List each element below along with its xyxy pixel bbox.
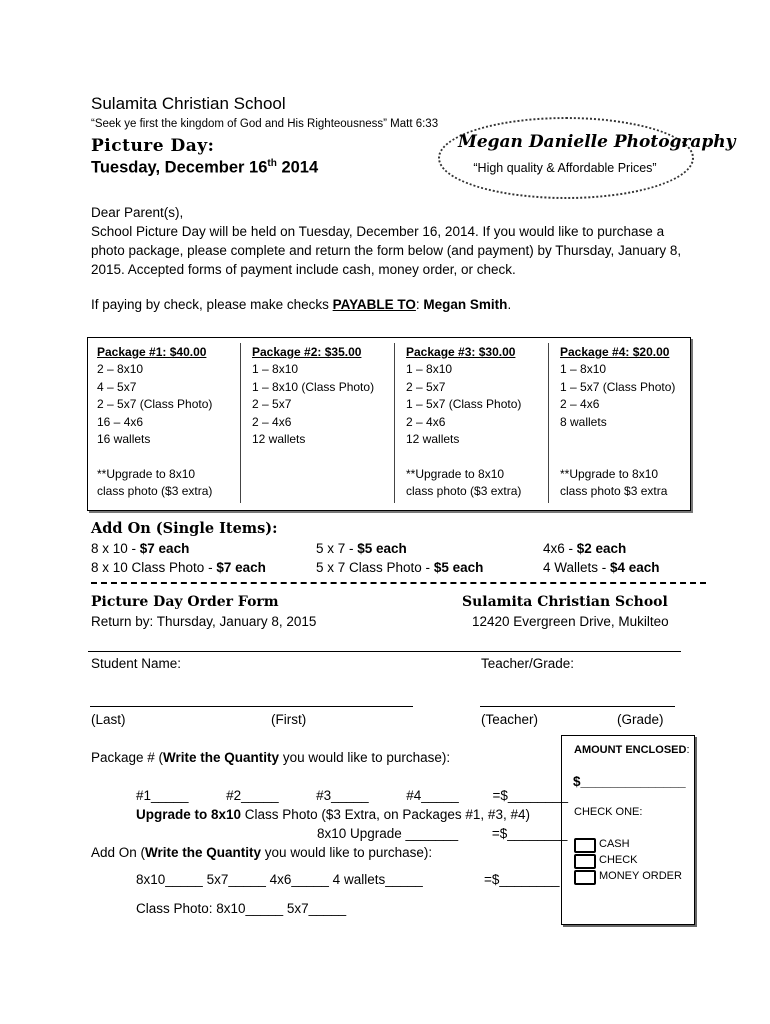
- package-title: Package #3: $30.00: [406, 345, 516, 359]
- pkg-pre: Package # (: [91, 750, 164, 765]
- amount-enclosed-title: [574, 744, 690, 756]
- package-item: 2 – 4x6: [560, 397, 600, 412]
- pkg-post: you would like to purchase):: [279, 750, 451, 765]
- addon-total-field[interactable]: =$________: [484, 872, 560, 887]
- addon-price: $2 each: [576, 541, 627, 556]
- package-divider: [240, 343, 241, 503]
- addon-label: 4x6 -: [543, 541, 577, 556]
- date-text: Tuesday, December 16: [91, 158, 268, 177]
- return-by: Return by: Thursday, January 8, 2015: [91, 614, 317, 629]
- addon-label: 5 x 7 -: [316, 541, 358, 556]
- package-divider: [394, 343, 395, 503]
- package-title: Package #4: $20.00: [560, 345, 670, 359]
- addon-label: 8 x 10 Class Photo -: [91, 560, 217, 575]
- package-upgrade: **Upgrade to 8x10: [97, 466, 196, 481]
- school-name: Sulamita Christian School: [91, 94, 286, 113]
- last-label: (Last): [91, 712, 126, 727]
- addon-heading: Add On (Single Items):: [91, 520, 278, 537]
- package-3: [406, 344, 553, 502]
- addon-item: [316, 560, 483, 575]
- addon-quantity-row[interactable]: 8x10_____ 5x7_____ 4x6_____ 4 wallets_____: [136, 872, 423, 887]
- amount-title-text: AMOUNT ENCLOSED: [574, 744, 687, 756]
- picture-day-heading: Picture Day:: [91, 136, 215, 156]
- package-item: 1 – 8x10: [406, 362, 453, 377]
- teacher-grade-label: Teacher/Grade:: [481, 656, 575, 671]
- cash-checkbox[interactable]: [574, 838, 596, 853]
- check-colon: :: [415, 297, 424, 312]
- package-divider: [548, 343, 549, 503]
- addon-label: 5 x 7 Class Photo -: [316, 560, 434, 575]
- picture-day-date: [91, 158, 318, 178]
- date-ordinal: th: [267, 158, 277, 169]
- package-upgrade: **Upgrade to 8x10: [560, 466, 659, 481]
- upgrade-bold: Upgrade to 8x10: [136, 807, 242, 822]
- package-upgrade: class photo ($3 extra): [97, 484, 213, 499]
- package-title: Package #2: $35.00: [252, 345, 362, 359]
- package-2: [252, 344, 399, 502]
- package-4: [560, 344, 707, 502]
- addon-item: [543, 560, 660, 575]
- addon-item: [543, 541, 626, 556]
- package-quantity-row[interactable]: #1_____ #2_____ #3_____ #4_____ =$________: [136, 788, 568, 803]
- student-name-field[interactable]: [90, 706, 413, 707]
- cut-line: [91, 582, 706, 584]
- payable-to-label: PAYABLE TO: [332, 297, 416, 312]
- money-order-checkbox[interactable]: [574, 870, 596, 885]
- addon-item: [91, 541, 189, 556]
- addon-price: $5 each: [433, 560, 484, 575]
- package-item: 1 – 8x10 (Class Photo): [252, 379, 375, 394]
- package-item: 12 wallets: [252, 432, 306, 447]
- addon-price: $7 each: [216, 560, 266, 575]
- addon-pre: Add On (: [91, 845, 146, 860]
- package-item: 12 wallets: [406, 432, 460, 447]
- teacher-label: (Teacher): [481, 712, 539, 727]
- package-1: [97, 344, 244, 502]
- check-one-label: CHECK ONE:: [574, 806, 643, 818]
- check-pre: If paying by check, please make checks: [91, 297, 333, 312]
- addon-price: $7 each: [139, 541, 190, 556]
- addon-label: 8 x 10 -: [91, 541, 140, 556]
- package-item: 8 wallets: [560, 414, 607, 429]
- addon-label: 4 Wallets -: [543, 560, 611, 575]
- package-quantity-label: [91, 750, 450, 765]
- letter-paragraph: School Picture Day will be held on Tuesday, December 16, 2014. If you would like to purchase a photo package, please complete and return the form below (and payment) by Thursday, January 8, 2015. Accepted forms of payment include cash, money order, or check.: [91, 224, 682, 277]
- package-item: 1 – 8x10: [252, 362, 299, 377]
- package-item: 16 – 4x6: [97, 414, 144, 429]
- package-item: 2 – 5x7: [406, 379, 446, 394]
- check-payable-line: [91, 297, 511, 312]
- addon-item: [316, 541, 407, 556]
- money-order-label: MONEY ORDER: [599, 870, 682, 882]
- teacher-grade-field[interactable]: [480, 706, 675, 707]
- order-form-title: Picture Day Order Form: [91, 594, 279, 610]
- package-upgrade: **Upgrade to 8x10: [406, 466, 505, 481]
- order-school-name: Sulamita Christian School: [462, 594, 668, 610]
- letter-body: [91, 203, 691, 279]
- class-photo-row[interactable]: Class Photo: 8x10_____ 5x7_____: [136, 901, 347, 916]
- package-item: 4 – 5x7: [97, 379, 137, 394]
- package-upgrade: class photo ($3 extra): [406, 484, 522, 499]
- logo-oval: [438, 117, 736, 199]
- date-year: 2014: [276, 158, 319, 177]
- check-label: CHECK: [599, 854, 638, 866]
- addon-bold: Write the Quantity: [145, 845, 262, 860]
- package-item: 2 – 5x7: [252, 397, 292, 412]
- scripture-quote: “Seek ye first the kingdom of God and His Righteousness” Matt 6:33: [91, 118, 439, 130]
- addon-item: [91, 560, 266, 575]
- greeting: Dear Parent(s),: [91, 205, 184, 220]
- addon-price: $5 each: [357, 541, 407, 556]
- amount-enclosed-box: [561, 735, 695, 925]
- package-item: 1 – 5x7 (Class Photo): [560, 379, 676, 394]
- grade-label: (Grade): [617, 712, 664, 727]
- amount-colon: :: [686, 744, 690, 756]
- form-divider: [88, 651, 681, 652]
- check-end: .: [507, 297, 512, 312]
- check-checkbox[interactable]: [574, 854, 596, 869]
- addon-post: you would like to purchase):: [261, 845, 433, 860]
- addon-price: $4 each: [610, 560, 660, 575]
- package-item: 1 – 8x10: [560, 362, 607, 377]
- cash-label: CASH: [599, 838, 630, 850]
- student-name-label: Student Name:: [91, 656, 182, 671]
- addon-quantity-label: [91, 845, 432, 860]
- school-address: 12420 Evergreen Drive, Mukilteo: [472, 614, 669, 629]
- first-label: (First): [271, 712, 307, 727]
- package-item: 1 – 5x7 (Class Photo): [406, 397, 522, 412]
- upgrade-quantity-row[interactable]: 8x10 Upgrade _______ =$________: [317, 826, 568, 841]
- payee-name: Megan Smith: [423, 297, 508, 312]
- photographer-logo: Megan Danielle Photography: [458, 132, 736, 152]
- package-item: 2 – 4x6: [252, 414, 292, 429]
- upgrade-post: Class Photo ($3 Extra, on Packages #1, #3, #4): [241, 807, 530, 822]
- pkg-bold: Write the Quantity: [163, 750, 280, 765]
- package-title: Package #1: $40.00: [97, 345, 207, 359]
- package-item: 16 wallets: [97, 432, 151, 447]
- package-item: 2 – 5x7 (Class Photo): [97, 397, 213, 412]
- package-item: 2 – 8x10: [97, 362, 144, 377]
- photographer-tagline: “High quality & Affordable Prices”: [473, 161, 657, 175]
- package-item: 2 – 4x6: [406, 414, 446, 429]
- package-upgrade: class photo $3 extra: [560, 484, 668, 499]
- upgrade-line: [136, 807, 530, 822]
- amount-field[interactable]: $______________: [573, 774, 686, 789]
- packages-box: [87, 337, 691, 511]
